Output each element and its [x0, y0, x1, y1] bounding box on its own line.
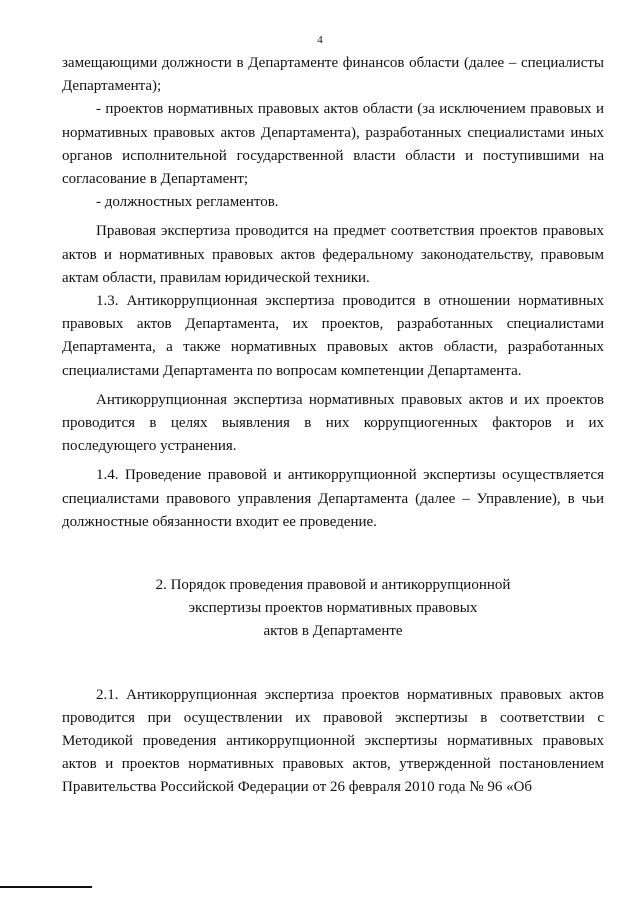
section-heading-line: 2. Порядок проведения правовой и антикоррупционной	[155, 577, 511, 594]
paragraph: Антикоррупционная экспертиза нормативных правовых актов и их проектов проводится в целях выявления в них коррупциогенных факторов и их последующего устранения.	[62, 391, 604, 455]
section-heading-line: актов в Департаменте	[263, 623, 403, 640]
paragraph: 2.1. Антикоррупционная экспертиза проектов нормативных правовых актов проводится при осуществлении их правовой экспертизы в соответствии с Методикой проведения антикоррупционной экспертизы нормативных правовых актов и проектов нормативных правовых актов, утвержденной постановлением Правительства Российской Федерации от 26 февраля 2010 года № 96 «Об	[62, 686, 604, 796]
paragraph: замещающими должности в Департаменте финансов области (далее – специалисты Департамента);	[62, 55, 604, 95]
paragraph: 1.4. Проведение правовой и антикоррупционной экспертизы осуществляется специалистами правового управления Департамента (далее – Управление), в чьи должностные обязанности входит ее проведение.	[62, 467, 604, 530]
paragraph: 1.3. Антикоррупционная экспертиза проводится в отношении нормативных правовых актов Департамента, их проектов, разработанных специалистами Департамента, а также нормативных правовых актов области, разработанных специалистами Департамента по вопросам компетенции Департамента.	[62, 293, 604, 379]
footnote-separator-line	[0, 886, 92, 888]
paragraph: - должностных регламентов.	[96, 194, 279, 211]
page-number: 4	[317, 34, 323, 46]
document-body	[62, 52, 604, 800]
section-heading-line: экспертизы проектов нормативных правовых	[188, 600, 478, 617]
paragraph: Правовая экспертиза проводится на предмет соответствия проектов правовых актов и нормативных правовых актов федеральному законодательству, правовым актам области, правилам юридической техники.	[62, 223, 604, 286]
section-heading	[62, 574, 604, 644]
paragraph: - проектов нормативных правовых актов области (за исключением правовых и нормативных правовых актов Департамента), разработанных специалистами иных органов исполнительной государственной власти области и поступившими на согласование в Департамент;	[62, 101, 604, 188]
